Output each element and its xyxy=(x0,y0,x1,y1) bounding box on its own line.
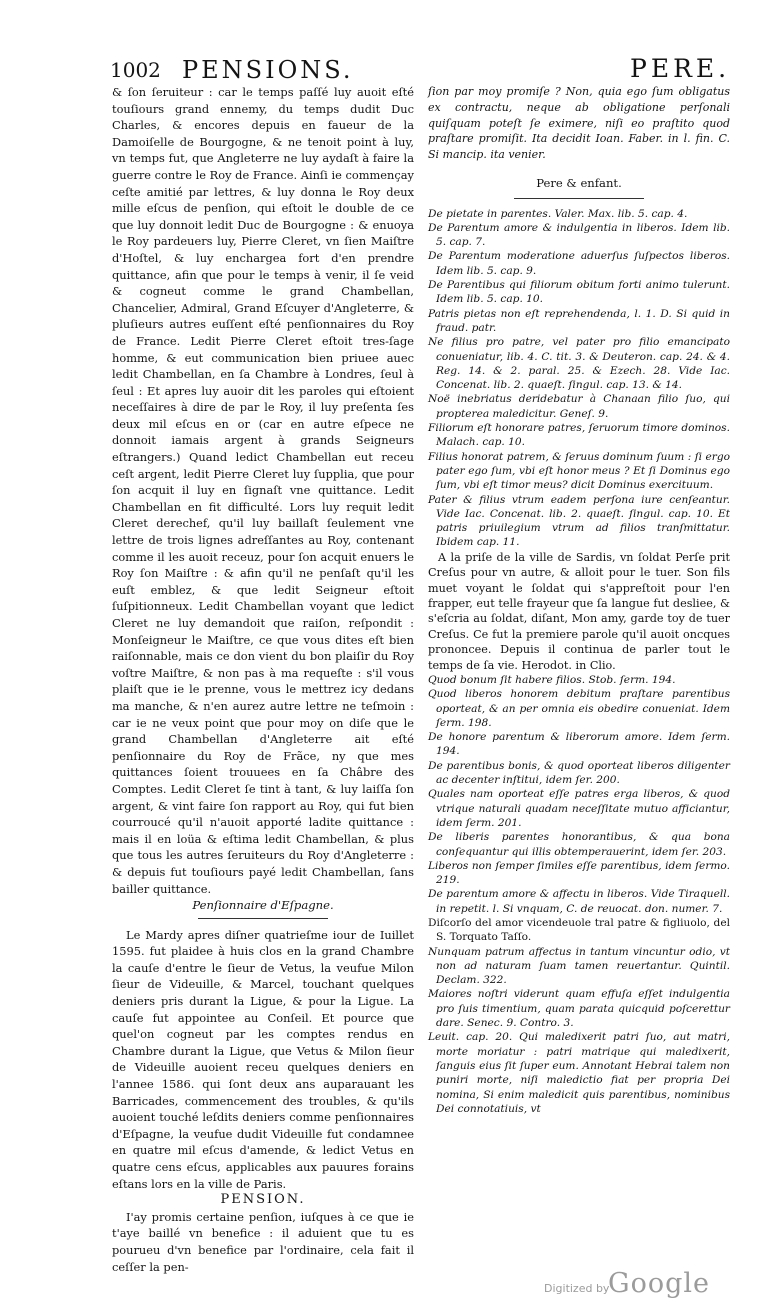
citation: Diſcorſo del amor vicendeuole tral patre & figliuolo, del S. Torquato Taſſo. xyxy=(428,917,730,944)
citation: Noë inebriatus deridebatur à Chanaan filio ſuo, qui propterea maledicitur. Geneſ. 9. xyxy=(428,393,730,420)
watermark-prefix: Digitized by xyxy=(544,1282,610,1295)
citation: Quales nam oporteat eſſe patres erga liberos, & quod vtrique naturali quadam neceſſitate mutuo afficiantur, idem ſerm. 201. xyxy=(428,788,730,829)
citation: Maiores noſtri viderunt quam effuſa eſſet indulgentia pro ſuis timentium, quam parata quicquid poſcerettur dare. Senec. 9. Contro. 3. xyxy=(428,988,730,1030)
running-header xyxy=(110,46,731,86)
citation: De honore parentum & liberorum amore. Idem ſerm. 194. xyxy=(428,731,730,758)
google-logo: Google xyxy=(608,1268,710,1299)
page-number: 1002 xyxy=(110,58,161,82)
citation: Quod liberos honorem debitum praſtare parentibus oporteat, & an per omnia eis obedire conueniat. Idem ſerm. 198. xyxy=(428,688,730,729)
citation: Nunquam patrum affectus in tantum vincuntur odio, vt non ad naturam ſuam tamen reuertantur. Quintil. Declam. 322. xyxy=(428,945,730,987)
right-running-title: PERE. xyxy=(630,54,731,83)
section-heading: Pere & enfant. xyxy=(536,175,622,190)
left-running-title: PENSIONS. xyxy=(182,56,354,84)
citation: Filiorum eſt honorare patres, ſeruorum timore dominos. Malach. cap. 10. xyxy=(428,422,730,449)
section-heading: Penſionnaire d'Eſpagne. xyxy=(192,898,334,913)
digitized-by-google-watermark xyxy=(540,1268,740,1308)
citation: De liberis parentes honorantibus, & qua bona conſequantur qui illis obtemperauerint, idem ſer. 203. xyxy=(428,831,730,858)
paragraph: A la priſe de la ville de Sardis, vn ſoldat Perſe prit Creſus pour vn autre, & alloit pour le tuer. Son fils muet voyant le ſoldat qui s'appreſtoit pour l'en frapper, eut telle frayeur que ſa langue fut desliee, & s'eſcria au ſoldat, diſant, Mon amy, garde toy de tuer Creſus. Ce fut la premiere parole qu'il auoit oncques prononcee. Depuis il continua de parler tout le temps de ſa vie. Herodot. in Clio. xyxy=(428,550,730,672)
citation: De Parentum moderatione aduerſus ſuſpectos liberos. Idem lib. 5. cap. 9. xyxy=(428,250,730,277)
citation: Pater & filius vtrum eadem perſona iure cenſeantur. Vide Iac. Concenat. lib. 2. quaeſt. ſingul. cap. 10. Et patris priuilegium vtrum ad filios tranſmittatur. Ibidem cap. 11. xyxy=(428,493,730,549)
paragraph: I'ay promis certaine penſion, iuſques à ce que ie t'aye baillé vn benefice : il aduient que tu es pourueu d'vn benefice par l'ordinaire, cela fait il ceſſer la pen- xyxy=(112,1209,414,1274)
citation: Filius honorat patrem, & ſeruus dominum ſuum : ſi ergo pater ego ſum, vbi eſt honor meus ? Et ſi Dominus ego ſum, vbi eſt timor meus? dicit Dominus exercituum. xyxy=(428,450,730,492)
citation: Ne filius pro patre, vel pater pro filio emancipato conueniatur, lib. 4. C. tit. 3. & Deuteron. cap. 24. & 4. Reg. 14. & 2. paral. 25. & Ezech. 28. Vide Iac. Concenat. lib. 2. quaeſt. ſingul. cap. 13. & 14. xyxy=(428,336,730,392)
citation: De pietate in parentes. Valer. Max. lib. 5. cap. 4. xyxy=(428,207,688,220)
citation: Liberos non ſemper ſimiles eſſe parentibus, idem ſermo. 219. xyxy=(428,859,730,887)
citation: De parentum amore & affectu in liberos. Vide Tiraquell. in repetit. l. Si vnquam, C. de reuocat. don. numer. 7. xyxy=(428,888,730,915)
citation: De Parentum amore & indulgentia in liberos. Idem lib. 5. cap. 7. xyxy=(428,221,730,249)
paragraph: & ſon ſeruiteur : car le temps paſſé luy auoit eſté touſiours grand ennemy, du temps dudit Duc Charles, & encores depuis en faueur de la Damoiſelle de Bourgogne, & ne tenoit point à luy, vn temps fut, que Angleterre ne luy aydaſt à faire la guerre contre le Roy de France. Ainſi ie commençay ceſte amitié par lettres, & luy donna le Roy deux mille eſcus de penſion, qui eſtoit le double de ce que luy donnoit ledit Duc de Bourgogne : & enuoya le Roy pardeuers luy, Pierre Cleret, vn ſien Maiſtre d'Hoſtel, & luy enchargea fort d'en prendre quittance, afin que pour le temps à venir, il ſe veid & cogneut comme le grand Chambellan, Chancelier, Admiral, Grand Eſcuyer d'Angleterre, & pluſieurs autres euſſent eſté penſionnaires du Roy de France. Ledit Pierre Cleret eſtoit tres-ſage homme, & eut communication bien priuee auec ledit Chambellan, en ſa Chambre à Londres, ſeul à ſeul : Et apres luy auoir dit les paroles qui eſtoient neceſſaires à dire de par le Roy, il luy preſenta ſes deux mil eſcus en or (car en autre eſpece ne donnoit iamais argent à grands Seigneurs eſtrangers.) Quand ledict Chambellan eut receu ceſt argent, ledit Pierre Cleret luy ſupplia, que pour ſon acquit il luy en ſignaſt vne quittance. Ledit Chambellan en fit difficulté. Lors luy requit ledit Cleret derechef, qu'il luy baillaſt ſeulement vne lettre de trois lignes adreſſantes au Roy, contenant comme il les auoit receuz, pour ſon acquit enuers le Roy ſon Maiſtre : & afin qu'il ne penſaſt qu'il les euſt emblez, & que ledit Seigneur eſtoit ſuſpitionneux. Ledit Chambellan voyant que ledict Cleret ne luy demandoit que raiſon, reſpondit : Monſeigneur le Maiſtre, ce que vous dites eſt bien raiſonnable, mais ce don vient du bon plaiſir du Roy voſtre Maiſtre, & non pas à ma requeſte : s'il vous plaiſt que ie le prenne, vous le mettrez icy dedans ma manche, & n'en aurez autre lettre ne teſmoin : car ie ne veux point que pour moy on diſe que le grand Chambellan d'Angleterre ait eſté penſionnaire du Roy de Frãce, ny que mes quittances ſoient trouuees en ſa Châbre des Comptes. Ledit Cleret ſe tint à tant, & luy laiſſa ſon argent, & vint faire ſon rapport au Roy, qui fut bien courroucé qu'il n'auoit apporté ladite quittance : mais il en loüa & eſtima ledit Chambellan, & plus que tous les autres ſeruiteurs du Roy d'Angleterre : & depuis fut touſiours payé ledit Chambellan, ſans bailler quittance. xyxy=(112,85,414,896)
right-column xyxy=(428,84,730,1116)
paragraph: Le Mardy apres diſner quatrieſme iour de Iuillet 1595. fut plaidee à huis clos en la grand Chambre la cauſe d'entre le ſieur de Vetus, la veufue Milon ſieur de Videuille, & Marcel, touchant quelques deniers pris durant la Ligue, & pour la Ligue. La cauſe fut appointee au Conſeil. Et pource que quel'on cogneut par les comptes rendus en Chambre durant la Ligue, que Vetus & Milon ſieur de Videuille auoient receu quelques deniers en l'annee 1586. qui ſont deux ans auparauant les Barricades, commencement des troubles, & qu'ils auoient touché leſdits deniers comme penſionnaires d'Eſpagne, la veufue dudit Videuille fut condamnee en quatre mil eſcus d'amende, & ledict Vetus en quatre cens eſcus, applicables aux pauures forains eſtans lors en la ville de Paris. xyxy=(112,927,414,1191)
section-heading: PENSION. xyxy=(220,1192,306,1208)
citation: Quod bonum ſit habere filios. Stob. ſerm. 194. xyxy=(428,673,676,686)
citation: Patris pietas non eſt reprehendenda, l. 1. D. Si quid in fraud. patr. xyxy=(428,307,730,334)
divider xyxy=(198,918,328,919)
citation: De parentibus bonis, & quod oporteat liberos diligenter ac decenter inſtitui, idem ſer. 200. xyxy=(428,759,730,787)
left-column xyxy=(112,84,414,1275)
paragraph: ſion par moy promiſe ? Non, quia ego ſum obligatus ex contractu, neque ab obligatione perſonali quiſquam poteſt ſe eximere, niſi eo praſtito quod praſtare promiſit. Ita decidit Ioan. Faber. in l. fin. C. Si mancip. ita venier. xyxy=(428,85,730,162)
citation: Leuit. cap. 20. Qui maledixerit patri ſuo, aut matri, morte moriatur : patri matrique qui maledixerit, ſanguis eius ſit ſuper eum. Annotant Hebrai talem non puniri morte, niſi maledictio fiat per propria Dei nomina, Si enim maledicit quis parentibus, nominibus Dei connotatiuis, vt xyxy=(428,1031,730,1115)
divider xyxy=(514,198,644,199)
citation: De Parentibus qui filiorum obitum forti animo tulerunt. Idem lib. 5. cap. 10. xyxy=(428,279,730,306)
